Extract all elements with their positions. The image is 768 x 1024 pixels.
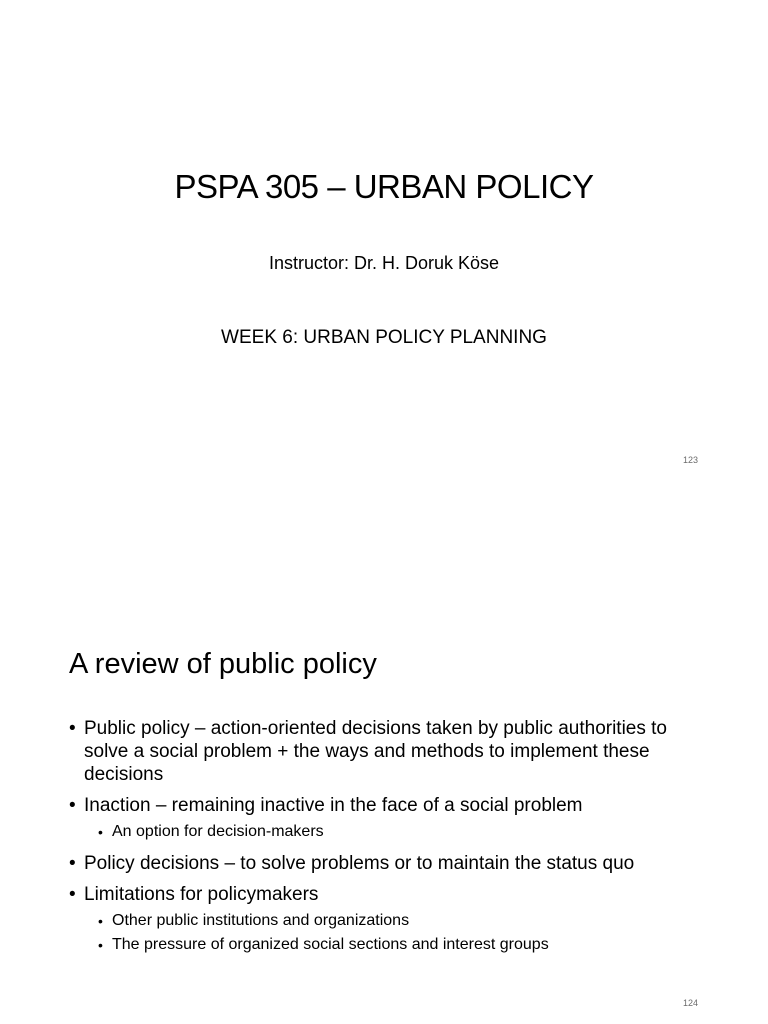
sub-bullet-list: [84, 820, 709, 844]
week-title: WEEK 6: URBAN POLICY PLANNING: [221, 327, 547, 348]
bullet-list: [69, 717, 709, 965]
slide-review: [0, 600, 768, 1024]
sub-bullet-list: [84, 909, 709, 957]
course-title: PSPA 305 – URBAN POLICY: [174, 168, 594, 205]
bullet-text: Public policy – action-oriented decisions taken by public authorities to solve a social problem + the ways and methods to implement these decisions: [84, 718, 667, 785]
bullet-text: Policy decisions – to solve problems or to maintain the status quo: [84, 853, 635, 874]
bullet-item: [69, 717, 709, 786]
bullet-item: [69, 852, 709, 875]
bullet-item: [69, 883, 709, 957]
bullet-item: [69, 794, 709, 844]
sub-bullet-item: • Other public institutions and organizations: [98, 909, 709, 933]
sub-bullet-item: • The pressure of organized social sections and interest groups: [98, 933, 709, 957]
instructor-line: Instructor: Dr. H. Doruk Köse: [268, 253, 500, 273]
page-number: 124: [682, 998, 698, 1008]
bullet-text: Limitations for policymakers: [84, 884, 319, 905]
slide-title: [0, 0, 768, 480]
bullet-text: Inaction – remaining inactive in the face of a social problem: [84, 795, 583, 816]
slide-heading: A review of public policy: [69, 648, 377, 680]
sub-bullet-item: • An option for decision-makers: [98, 820, 709, 844]
page-number: 123: [682, 455, 698, 465]
